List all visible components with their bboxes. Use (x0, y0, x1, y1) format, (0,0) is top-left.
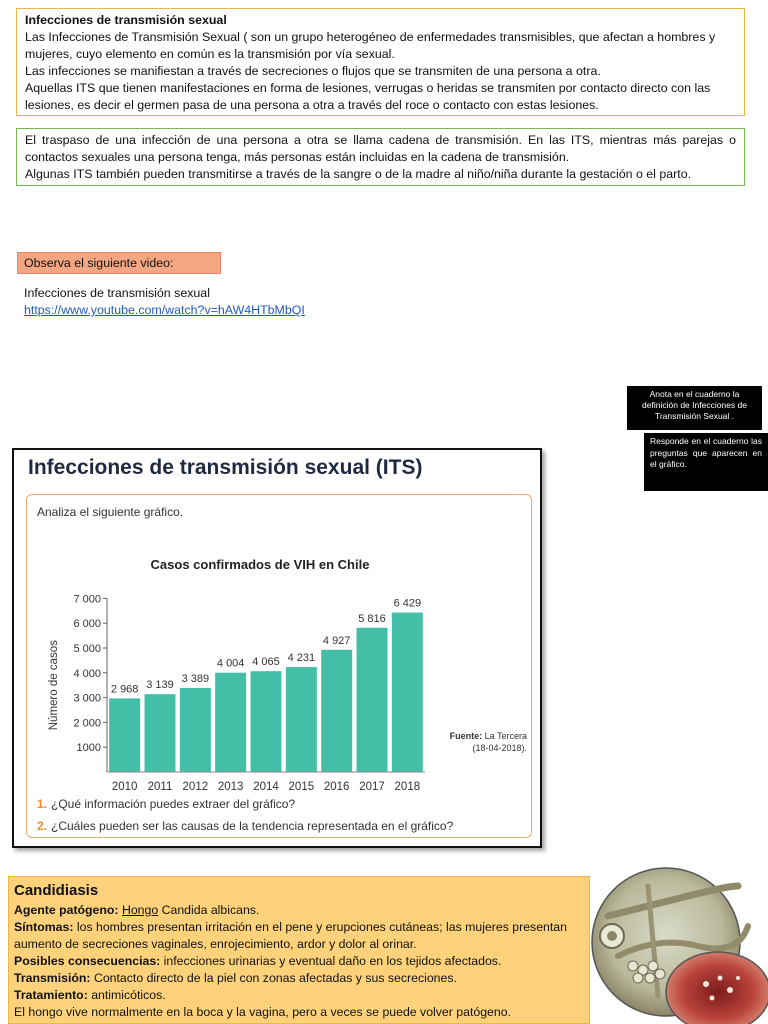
intro-box (16, 8, 745, 116)
transmission-label: Transmisión: (14, 971, 91, 985)
question-1 (37, 797, 295, 811)
agent-underlined: Hongo (121, 903, 159, 917)
bar-value-label: 4 004 (216, 657, 245, 670)
y-tick-label: 2 000 (73, 717, 101, 730)
candidiasis-heading: Candidiasis (14, 882, 99, 899)
textbook-figure (12, 448, 542, 848)
x-tick-label: 2015 (288, 781, 315, 793)
symptoms-label: Síntomas: (14, 920, 74, 934)
bar (392, 613, 423, 772)
video-link[interactable]: https://www.youtube.com/watch?v=hAW4HTbMbQI (24, 303, 305, 317)
bar (251, 671, 282, 772)
bar-value-label: 6 429 (393, 597, 422, 610)
bar (321, 650, 352, 772)
x-tick-label: 2014 (253, 781, 279, 793)
bar-value-label: 5 816 (358, 612, 386, 625)
x-tick-label: 2016 (323, 781, 350, 793)
textbook-subtitle: Analiza el siguiente gráfico. (37, 505, 184, 519)
x-tick-label: 2018 (394, 781, 421, 793)
transmission-chain-box (16, 128, 745, 186)
bar-value-label: 4 927 (322, 634, 351, 647)
y-tick-label: 7 000 (73, 593, 101, 606)
agent-label: Agente patógeno: (14, 903, 119, 917)
treatment-line (14, 987, 584, 1004)
textbook-title: Infecciones de transmisión sexual (ITS) (28, 456, 423, 479)
source-label: Fuente: (449, 731, 485, 741)
y-tick-label: 6 000 (73, 618, 101, 631)
candida-microscopy-image (588, 866, 768, 1024)
agent-line (14, 902, 584, 919)
bar (145, 694, 176, 772)
treatment-label: Tratamiento: (14, 988, 88, 1002)
y-tick-label: 3 000 (73, 692, 101, 705)
bar (357, 628, 388, 772)
consequences-line (14, 953, 584, 970)
intro-line: Las Infecciones de Transmisión Sexual ( son un grupo heterogéneo de enfermedades transmisibles, que afectan a hombres y mujeres, cuyo elemento en común es la transmisión por vía sexual. (25, 30, 716, 61)
intro-title: Infecciones de transmisión sexual (25, 13, 227, 27)
note-answer-questions: Responde en el cuaderno las preguntas que aparecen en el gráfico. (644, 433, 768, 491)
bar (109, 698, 140, 772)
x-tick-label: 2017 (359, 781, 385, 793)
treatment-text: antimicóticos. (87, 988, 166, 1002)
source-text: La Tercera (484, 731, 527, 741)
question-2 (37, 819, 453, 833)
question-text: ¿Qué información puedes extraer del gráfico? (51, 797, 296, 811)
bar-value-label: 3 139 (146, 679, 174, 692)
intro-line: Las infecciones se manifiestan a través de secreciones o flujos que se transmiten de una persona a otra. (25, 64, 601, 78)
x-tick-label: 2011 (147, 781, 173, 793)
y-tick-label: 5 000 (73, 643, 101, 655)
symptoms-line (14, 919, 584, 953)
x-tick-label: 2010 (111, 781, 138, 793)
video-badge: Observa el siguiente video: (17, 252, 221, 274)
source-date: (18-04-2018). (472, 743, 527, 753)
y-axis-label: Número de casos (48, 640, 60, 731)
bar-value-label: 2 968 (110, 683, 139, 696)
y-tick-label: 1000 (76, 742, 101, 755)
bar (180, 688, 211, 772)
agent-rest: Candida albicans. (158, 903, 260, 917)
bar-value-label: 3 389 (181, 672, 210, 685)
video-title: Infecciones de transmisión sexual (24, 286, 210, 300)
question-text: ¿Cuáles pueden ser las causas de la tendencia representada en el gráfico? (51, 819, 454, 833)
x-tick-label: 2013 (217, 781, 244, 793)
transmission-text: Contacto directo de la piel con zonas afectadas y sus secreciones. (90, 971, 457, 985)
source-note (450, 731, 527, 741)
symptoms-text: los hombres presentan irritación en el pene y erupciones cutáneas; las mujeres presentan aumento de secreciones vaginales, enrojecimiento, ardor y dolor al orinar. (14, 920, 567, 951)
chart-title: Casos confirmados de VIH en Chile (150, 557, 370, 572)
x-tick-label: 2012 (182, 781, 209, 793)
chain-line: Algunas ITS también pueden transmitirse a través de la sangre o de la madre al niño/niña durante la gestación o el parto. (25, 167, 692, 181)
bar-value-label: 4 065 (252, 656, 280, 669)
transmission-line (14, 970, 584, 987)
candidiasis-footer: El hongo vive normalmente en la boca y la vagina, pero a veces se puede volver patógeno. (14, 1005, 511, 1019)
candidiasis-box (8, 876, 590, 1024)
consequences-text: infecciones urinarias y eventual daño en los tejidos afectados. (160, 954, 502, 968)
y-tick-label: 4 000 (73, 667, 101, 680)
question-number: 1. (37, 797, 48, 811)
bar (286, 667, 317, 772)
bar-value-label: 4 231 (287, 652, 316, 665)
chain-line: El traspaso de una infección de una persona a otra se llama cadena de transmisión. En las ITS, mientras más parejas o contactos sexuales una persona tenga, más personas están incluidas en la cadena de transmisión. (25, 133, 736, 164)
textbook-panel (26, 494, 532, 838)
bar (215, 673, 246, 772)
consequences-label: Posibles consecuencias: (14, 954, 161, 968)
question-number: 2. (37, 819, 48, 833)
hiv-cases-chart (27, 521, 533, 797)
intro-line: Aquellas ITS que tienen manifestaciones en forma de lesiones, verrugas o heridas se transmiten por contacto directo con las lesiones, es decir el germen pasa de una persona a otra a través del roce o contacto con estas lesiones. (25, 81, 711, 112)
note-define-its: Anota en el cuaderno la definición de Infecciones de Transmisión Sexual . (627, 386, 762, 430)
